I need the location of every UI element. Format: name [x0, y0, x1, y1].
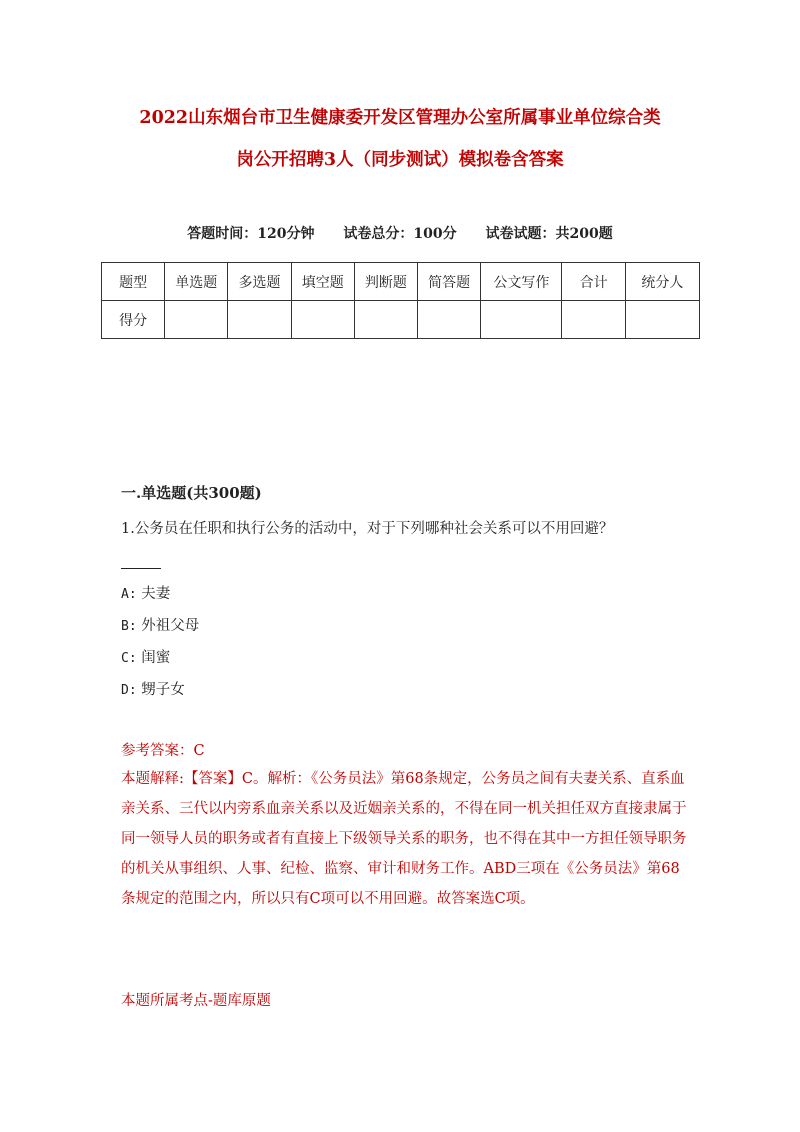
document-title-line2: 岗公开招聘3人（同步测试）模拟卷含答案 — [236, 150, 564, 170]
option-key: A: — [121, 587, 137, 602]
score-cell — [354, 301, 417, 339]
answer-explanation: 本题解释:【答案】C。解析：《公务员法》第68条规定，公务员之间有夫妻关系、直系血亲关系、三代以内旁系血亲关系以及近姻亲关系的，不得在同一机关担任双方直接隶属于同一领导人员的职务或者有直接上下级领导关系的职务，也不得在其中一方担任领导职务的机关从事组织、人事、纪检、监察、审计和财务工作。ABD三项在《公务员法》第68条规定的范围之内，所以只有C项可以不用回避。故答案选C项。 — [121, 771, 687, 907]
score-cell — [418, 301, 481, 339]
option-key: B: — [121, 619, 137, 634]
answer-blank-line — [121, 568, 161, 569]
score-table — [101, 262, 700, 339]
option-b — [121, 614, 199, 635]
document-title-line1: 2022山东烟台市卫生健康委开发区管理办公室所属事业单位综合类 — [139, 108, 661, 128]
score-table-header-row — [102, 263, 700, 301]
option-text: 外祖父母 — [141, 618, 200, 634]
option-key: C: — [121, 651, 137, 666]
option-a — [121, 582, 170, 603]
exam-question-count: 试卷试题：共200题 — [485, 226, 613, 242]
score-table-score-row — [102, 301, 700, 339]
option-text: 闺蜜 — [141, 650, 171, 666]
score-cell — [165, 301, 228, 339]
option-c — [121, 646, 170, 667]
reference-answer: 参考答案：C — [121, 743, 205, 759]
header-cell: 合计 — [562, 263, 625, 301]
score-cell — [625, 301, 699, 339]
score-row-label: 得分 — [102, 301, 165, 339]
score-cell — [481, 301, 562, 339]
exam-total-score: 试卷总分：100分 — [343, 226, 457, 242]
exam-meta — [0, 223, 800, 243]
header-cell: 统分人 — [625, 263, 699, 301]
header-cell: 公文写作 — [481, 263, 562, 301]
header-cell: 题型 — [102, 263, 165, 301]
header-cell: 判断题 — [354, 263, 417, 301]
header-cell: 单选题 — [165, 263, 228, 301]
score-cell — [562, 301, 625, 339]
section-title: 一.单选题(共300题) — [121, 484, 262, 502]
option-text: 甥子女 — [141, 682, 185, 698]
score-cell — [291, 301, 354, 339]
header-cell: 填空题 — [291, 263, 354, 301]
topic-tag: 本题所属考点-题库原题 — [121, 993, 271, 1009]
option-text: 夫妻 — [141, 586, 171, 602]
option-d — [121, 678, 185, 699]
exam-time: 答题时间：120分钟 — [187, 226, 315, 242]
header-cell: 多选题 — [228, 263, 291, 301]
question-text: 1.公务员在任职和执行公务的活动中，对于下列哪种社会关系可以不用回避？ — [121, 521, 614, 537]
score-cell — [228, 301, 291, 339]
option-key: D: — [121, 683, 137, 698]
header-cell: 简答题 — [418, 263, 481, 301]
